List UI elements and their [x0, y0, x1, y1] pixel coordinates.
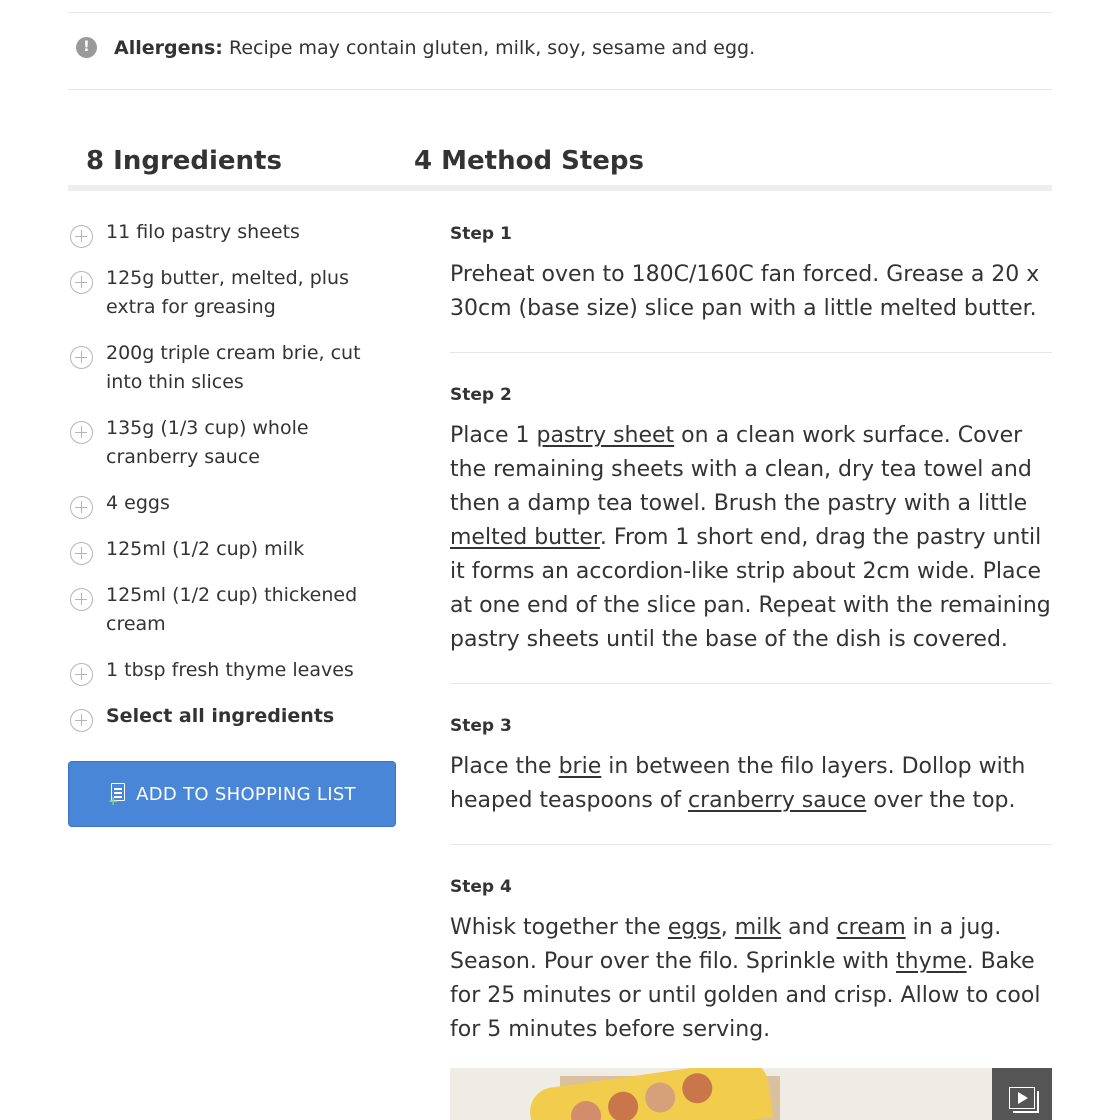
- step-text-segment: . Bake for 25 minutes or until golden and crisp. Allow to cool for 5 minutes before serving.: [450, 949, 1041, 1042]
- ingredient-text: 135g (1/3 cup) whole cranberry sauce: [106, 417, 309, 468]
- step-text-segment: and: [781, 915, 837, 940]
- ingredient-link[interactable]: cream: [836, 915, 906, 940]
- step-text-segment: . From 1 short end, drag the pastry until it forms an accordion-like strip about 2cm wide. Place at one end of the slice pan. Repeat with the remaining pastry sheets until the base of the dish is covered.: [450, 525, 1051, 652]
- recipe-video-thumbnail[interactable]: [450, 1068, 1052, 1120]
- ingredient-item[interactable]: [68, 581, 398, 639]
- add-ingredient-icon[interactable]: [70, 588, 93, 611]
- shopping-list-icon: +: [108, 783, 126, 805]
- method-steps: [450, 220, 1052, 1101]
- add-ingredient-icon[interactable]: [70, 421, 93, 444]
- add-ingredient-icon[interactable]: [70, 225, 93, 248]
- allergens-notice: [68, 13, 1052, 90]
- ingredient-link[interactable]: cranberry sauce: [688, 788, 867, 813]
- add-ingredient-icon[interactable]: [70, 542, 93, 565]
- method-step: [450, 873, 1052, 1073]
- ingredient-text: 4 eggs: [106, 492, 170, 514]
- add-button-label: ADD TO SHOPPING LIST: [136, 783, 356, 805]
- step-text: [450, 258, 1052, 326]
- ingredient-link[interactable]: eggs: [667, 915, 721, 940]
- select-all-icon[interactable]: [70, 709, 93, 732]
- allergens-list: Recipe may contain gluten, milk, soy, sesame and egg.: [228, 37, 756, 59]
- ingredient-link[interactable]: thyme: [896, 949, 967, 974]
- step-text: [450, 750, 1052, 818]
- step-label: Step 3: [450, 716, 512, 736]
- step-text-segment: in a jug. Season. Pour over the filo. Sprinkle with: [450, 915, 1002, 974]
- step-label: Step 1: [450, 224, 512, 244]
- step-text-segment: over the top.: [866, 788, 1016, 813]
- method-heading: 4 Method Steps: [414, 146, 644, 176]
- step-text-segment: in between the filo layers. Dollop with heaped teaspoons of: [450, 754, 1026, 813]
- ingredient-link[interactable]: melted butter: [450, 525, 600, 550]
- ingredients-list: [68, 218, 398, 748]
- play-video-button[interactable]: [992, 1068, 1052, 1120]
- play-icon: [1009, 1087, 1035, 1109]
- ingredient-text: 125ml (1/2 cup) thickened cream: [106, 584, 358, 635]
- ingredient-text: 200g triple cream brie, cut into thin slices: [106, 342, 361, 393]
- ingredient-text: 125g butter, melted, plus extra for greasing: [106, 267, 349, 318]
- ingredient-text: 125ml (1/2 cup) milk: [106, 538, 305, 560]
- method-step: [450, 712, 1052, 845]
- ingredient-item[interactable]: [68, 414, 398, 472]
- step-text-segment: Whisk together the: [450, 915, 668, 940]
- ingredients-heading: 8 Ingredients: [86, 146, 282, 176]
- ingredient-link[interactable]: milk: [734, 915, 782, 940]
- ingredient-item[interactable]: [68, 535, 398, 564]
- add-ingredient-icon[interactable]: [70, 496, 93, 519]
- method-step: [450, 220, 1052, 353]
- ingredient-item[interactable]: [68, 264, 398, 322]
- ingredient-item[interactable]: [68, 218, 398, 247]
- ingredient-item[interactable]: [68, 656, 398, 685]
- step-text-segment: Preheat oven to 180C/160C fan forced. Grease a 20 x 30cm (base size) slice pan with a little melted butter.: [450, 262, 1040, 321]
- allergens-text: [114, 36, 755, 60]
- ingredient-item[interactable]: [68, 339, 398, 397]
- step-text-segment: Place the: [450, 754, 559, 779]
- allergens-label: Allergens:: [114, 37, 223, 59]
- section-divider: [68, 185, 1052, 191]
- step-text-segment: Place 1: [450, 423, 537, 448]
- step-label: Step 4: [450, 877, 512, 897]
- step-text: [450, 911, 1052, 1047]
- exclamation-icon: !: [76, 37, 97, 58]
- add-ingredient-icon[interactable]: [70, 346, 93, 369]
- add-to-shopping-list-button[interactable]: [68, 761, 396, 827]
- add-ingredient-icon[interactable]: [70, 271, 93, 294]
- select-all-label: Select all ingredients: [106, 705, 335, 727]
- method-step: [450, 381, 1052, 684]
- add-ingredient-icon[interactable]: [70, 663, 93, 686]
- step-text-segment: on a clean work surface. Cover the remaining sheets with a clean, dry tea towel and then a damp tea towel. Brush the pastry with a little: [450, 423, 1032, 516]
- ingredient-item[interactable]: [68, 489, 398, 518]
- ingredient-link[interactable]: brie: [558, 754, 602, 779]
- step-text-segment: ,: [720, 915, 735, 940]
- step-text: [450, 419, 1052, 657]
- step-label: Step 2: [450, 385, 512, 405]
- ingredient-link[interactable]: pastry sheet: [536, 423, 675, 448]
- ingredient-text: 1 tbsp fresh thyme leaves: [106, 659, 354, 681]
- select-all-ingredients[interactable]: [68, 702, 398, 731]
- ingredient-text: 11 filo pastry sheets: [106, 221, 300, 243]
